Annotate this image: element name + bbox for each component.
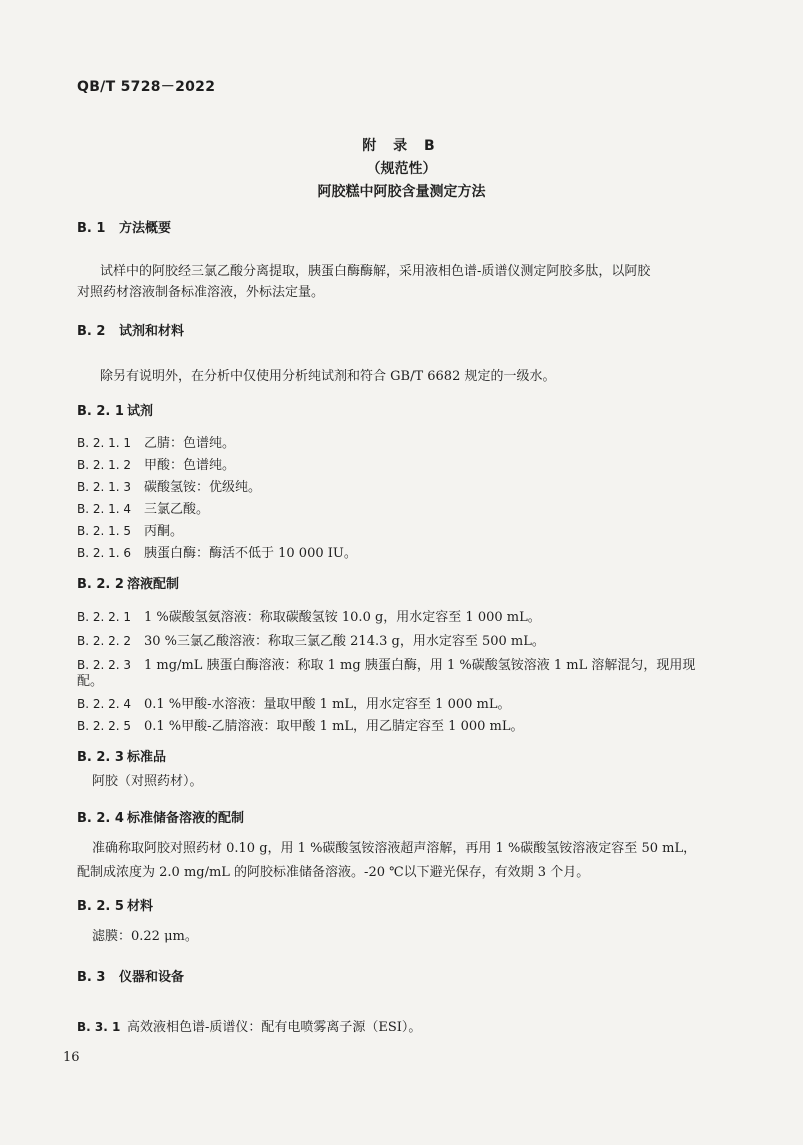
item-number: B. 2. 2. 2 bbox=[77, 634, 132, 648]
item-text: 高效液相色谱-质谱仪：配有电喷雾离子源（ESI）。 bbox=[127, 1020, 422, 1035]
item-text: 1 %碳酸氢氨溶液：称取碳酸氢铵 10.0 g，用水定容至 1 000 mL。 bbox=[144, 610, 541, 625]
section-title: 标准储备溶液的配制 bbox=[127, 811, 245, 826]
section-title: 溶液配制 bbox=[127, 577, 180, 592]
b23-text: 阿胶（对照药材）。 bbox=[92, 774, 203, 789]
item-text: 碳酸氢铵：优级纯。 bbox=[144, 480, 262, 495]
item-text: 30 %三氯乙酸溶液：称取三氯乙酸 214.3 g，用水定容至 500 mL。 bbox=[144, 634, 545, 649]
list-item bbox=[77, 454, 235, 473]
section-number: B. 2 bbox=[77, 324, 106, 339]
section-b2-heading bbox=[77, 320, 184, 339]
section-title: 材料 bbox=[127, 899, 154, 914]
item-text: 丙酮。 bbox=[144, 524, 184, 539]
appendix-label: 附 录 B bbox=[362, 138, 441, 154]
section-number: B. 2. 2 bbox=[77, 577, 124, 592]
item-number: B. 2. 1. 4 bbox=[77, 502, 132, 516]
b2-text: 除另有说明外，在分析中仅使用分析纯试剂和符合 GB/T 6682 规定的一级水。 bbox=[100, 369, 556, 384]
section-b1-heading bbox=[77, 217, 171, 236]
b25-text: 滤膜：0.22 μm。 bbox=[92, 929, 198, 944]
item-text: 乙腈：色谱纯。 bbox=[144, 436, 236, 451]
item-number: B. 2. 2. 4 bbox=[77, 697, 132, 711]
section-b24-heading bbox=[77, 807, 244, 826]
item-number: B. 2. 1. 2 bbox=[77, 458, 132, 472]
item-text: 0.1 %甲酸-水溶液：量取甲酸 1 mL，用水定容至 1 000 mL。 bbox=[144, 697, 511, 712]
list-item bbox=[77, 498, 209, 517]
section-b25-heading bbox=[77, 895, 153, 914]
item-text: 三氯乙酸。 bbox=[144, 502, 210, 517]
item-number: B. 2. 2. 1 bbox=[77, 610, 132, 624]
section-number: B. 3 bbox=[77, 970, 106, 985]
section-b23-heading bbox=[77, 746, 166, 765]
page-number: 16 bbox=[63, 1050, 80, 1065]
section-b3-heading bbox=[77, 966, 184, 985]
section-title: 标准品 bbox=[127, 750, 167, 765]
item-text: 甲酸：色谱纯。 bbox=[144, 458, 236, 473]
list-item bbox=[77, 630, 545, 649]
section-number: B. 2. 4 bbox=[77, 811, 124, 826]
item-text: 0.1 %甲酸-乙腈溶液：取甲酸 1 mL，用乙腈定容至 1 000 mL。 bbox=[144, 719, 524, 734]
item-text: 1 mg/mL 胰蛋白酶溶液：称取 1 mg 胰蛋白酶，用 1 %碳酸氢铵溶液 1 mL 溶解混匀，现用现 bbox=[144, 658, 696, 673]
item-number: B. 2. 1. 3 bbox=[77, 480, 132, 494]
item-number: B. 2. 1. 1 bbox=[77, 436, 132, 450]
list-item bbox=[77, 606, 541, 625]
appendix-type: （规范性） bbox=[366, 161, 437, 177]
b1-text-line1: 试样中的阿胶经三氯乙酸分离提取，胰蛋白酶酶解，采用液相色谱-质谱仪测定阿胶多肽，以阿胶 bbox=[100, 264, 651, 279]
section-b22-heading bbox=[77, 573, 179, 592]
section-title: 仪器和设备 bbox=[119, 970, 185, 985]
list-item bbox=[77, 654, 695, 673]
b24-text-line1: 准确称取阿胶对照药材 0.10 g，用 1 %碳酸氢铵溶液超声溶解，再用 1 %碳酸氢铵溶液定容至 50 mL， bbox=[92, 841, 697, 856]
b24-text-line2: 配制成浓度为 2.0 mg/mL 的阿胶标准储备溶液。-20 ℃以下避光保存，有效期 3 个月。 bbox=[77, 865, 590, 880]
item-number: B. 2. 2. 5 bbox=[77, 719, 132, 733]
section-b21-heading bbox=[77, 400, 153, 419]
section-number: B. 2. 3 bbox=[77, 750, 124, 765]
appendix-title: 阿胶糕中阿胶含量测定方法 bbox=[317, 184, 486, 200]
list-item bbox=[77, 542, 357, 561]
section-b31 bbox=[77, 1016, 421, 1035]
list-item bbox=[77, 520, 183, 539]
list-item bbox=[77, 432, 235, 451]
section-title: 试剂和材料 bbox=[119, 324, 185, 339]
section-number: B. 2. 1 bbox=[77, 404, 124, 419]
section-number: B. 2. 5 bbox=[77, 899, 124, 914]
item-number: B. 2. 1. 5 bbox=[77, 524, 132, 538]
section-title: 试剂 bbox=[127, 404, 154, 419]
list-item bbox=[77, 476, 261, 495]
standard-code: QB/T 5728－2022 bbox=[77, 79, 216, 95]
list-item bbox=[77, 693, 511, 712]
item-number: B. 2. 2. 3 bbox=[77, 658, 132, 672]
b1-text-line2: 对照药材溶液制备标准溶液，外标法定量。 bbox=[77, 285, 325, 300]
item-text: 胰蛋白酶：酶活不低于 10 000 IU。 bbox=[144, 546, 357, 561]
list-item-continuation: 配。 bbox=[77, 674, 104, 689]
section-title: 方法概要 bbox=[119, 221, 172, 236]
item-number: B. 3. 1 bbox=[77, 1020, 121, 1034]
item-number: B. 2. 1. 6 bbox=[77, 546, 132, 560]
section-number: B. 1 bbox=[77, 221, 106, 236]
list-item bbox=[77, 715, 524, 734]
